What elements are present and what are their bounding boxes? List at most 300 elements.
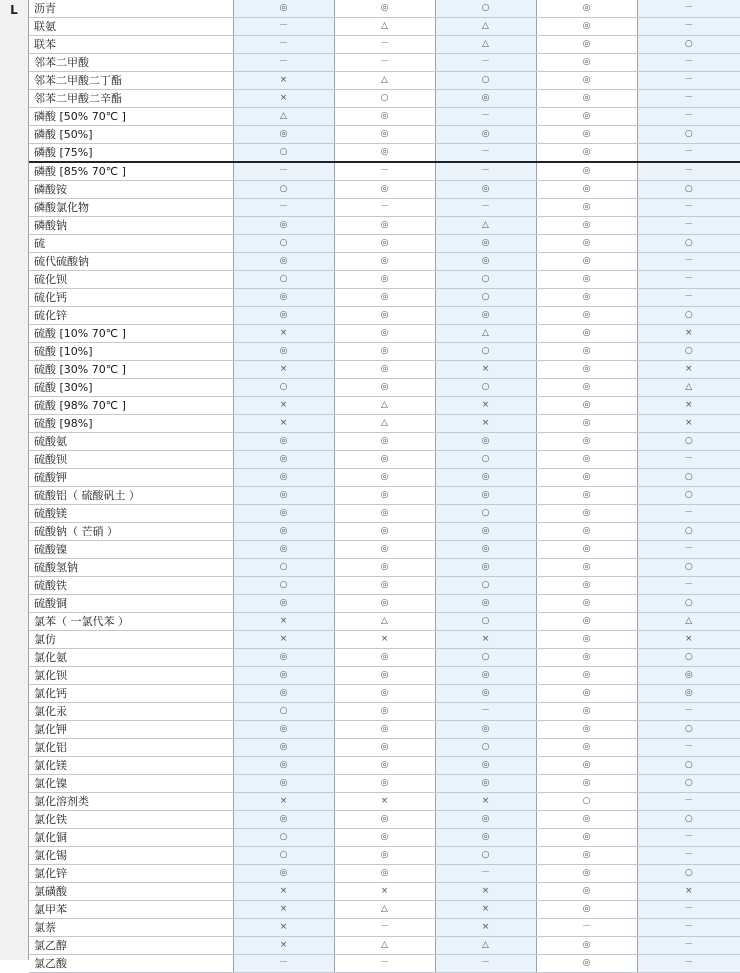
rating-cell: ◎ — [536, 883, 637, 901]
rating-cell: ◎ — [536, 559, 637, 577]
rating-cell: － — [233, 36, 334, 54]
rating-cell: ○ — [637, 235, 740, 253]
table-row — [29, 847, 740, 865]
chemical-name-cell: 氯化镁 — [29, 757, 233, 775]
rating-cell: ◎ — [334, 361, 435, 379]
table-row — [29, 883, 740, 901]
rating-cell: ◎ — [233, 0, 334, 18]
rating-cell: － — [637, 829, 740, 847]
rating-cell: ◎ — [536, 505, 637, 523]
chemical-name-cell: 氯化汞 — [29, 703, 233, 721]
rating-cell: － — [435, 865, 536, 883]
rating-cell: ○ — [637, 181, 740, 199]
section-letter: L — [10, 3, 18, 17]
rating-cell: × — [233, 901, 334, 919]
chemical-name-cell: 硫酸 [10% 70℃ ] — [29, 325, 233, 343]
chemical-name-cell: 氯化溶剂类 — [29, 793, 233, 811]
table-row — [29, 703, 740, 721]
rating-cell: ◎ — [233, 739, 334, 757]
rating-cell: ○ — [435, 739, 536, 757]
rating-cell: ○ — [637, 469, 740, 487]
rating-cell: － — [637, 18, 740, 36]
rating-cell: △ — [233, 108, 334, 126]
rating-cell: － — [637, 217, 740, 235]
rating-cell: － — [637, 108, 740, 126]
rating-cell: ◎ — [435, 541, 536, 559]
chemical-name-cell: 氯萘 — [29, 919, 233, 937]
chemical-name-cell: 氯化镍 — [29, 775, 233, 793]
rating-cell: － — [637, 541, 740, 559]
table-body — [29, 0, 740, 973]
rating-cell: － — [435, 162, 536, 181]
rating-cell: △ — [334, 613, 435, 631]
rating-cell: ◎ — [435, 775, 536, 793]
rating-cell: × — [637, 361, 740, 379]
rating-cell: ○ — [637, 721, 740, 739]
chemical-name-cell: 沥青 — [29, 0, 233, 18]
rating-cell: ◎ — [334, 108, 435, 126]
chemical-name-cell: 磷酸 [85% 70℃ ] — [29, 162, 233, 181]
table-row — [29, 721, 740, 739]
rating-cell: ◎ — [536, 649, 637, 667]
chemical-name-cell: 氯苯（ 一氯代苯 ） — [29, 613, 233, 631]
rating-cell: ◎ — [334, 144, 435, 163]
rating-cell: ◎ — [334, 865, 435, 883]
rating-cell: ◎ — [536, 847, 637, 865]
table-row — [29, 451, 740, 469]
rating-cell: ◎ — [536, 415, 637, 433]
chemical-name-cell: 氯乙醇 — [29, 937, 233, 955]
chemical-name-cell: 硫酸钡 — [29, 451, 233, 469]
rating-cell: ◎ — [435, 253, 536, 271]
rating-cell: ○ — [233, 235, 334, 253]
rating-cell: － — [334, 162, 435, 181]
table-row — [29, 793, 740, 811]
table-row — [29, 72, 740, 90]
rating-cell: ◎ — [536, 721, 637, 739]
rating-cell: ◎ — [536, 126, 637, 144]
rating-cell: ◎ — [536, 18, 637, 36]
chemical-name-cell: 硫 — [29, 235, 233, 253]
rating-cell: ◎ — [536, 775, 637, 793]
rating-cell: ○ — [637, 36, 740, 54]
table-row — [29, 235, 740, 253]
chemical-name-cell: 氯磺酸 — [29, 883, 233, 901]
rating-cell: ◎ — [435, 559, 536, 577]
rating-cell: ◎ — [435, 433, 536, 451]
rating-cell: ◎ — [233, 721, 334, 739]
rating-cell: × — [233, 793, 334, 811]
table-row — [29, 631, 740, 649]
table-row — [29, 775, 740, 793]
table-row — [29, 577, 740, 595]
rating-cell: ◎ — [233, 505, 334, 523]
rating-cell: ◎ — [334, 559, 435, 577]
table-row — [29, 217, 740, 235]
rating-cell: ◎ — [334, 811, 435, 829]
rating-cell: － — [637, 72, 740, 90]
rating-cell: ◎ — [334, 271, 435, 289]
rating-cell: ◎ — [334, 595, 435, 613]
rating-cell: ◎ — [536, 0, 637, 18]
rating-cell: － — [435, 54, 536, 72]
rating-cell: ◎ — [334, 343, 435, 361]
rating-cell: ◎ — [334, 235, 435, 253]
rating-cell: △ — [637, 613, 740, 631]
chemical-name-cell: 硫酸铁 — [29, 577, 233, 595]
table-row — [29, 307, 740, 325]
rating-cell: △ — [435, 36, 536, 54]
chemical-name-cell: 硫酸钠（ 芒硝 ） — [29, 523, 233, 541]
chemical-name-cell: 磷酸 [50% 70℃ ] — [29, 108, 233, 126]
table-row — [29, 162, 740, 181]
rating-cell: ◎ — [536, 613, 637, 631]
chemical-name-cell: 硫酸镍 — [29, 541, 233, 559]
rating-cell: △ — [334, 901, 435, 919]
table-row — [29, 199, 740, 217]
chemical-name-cell: 氯化钾 — [29, 721, 233, 739]
rating-cell: ◎ — [233, 649, 334, 667]
rating-cell: ◎ — [233, 811, 334, 829]
rating-cell: ◎ — [233, 289, 334, 307]
rating-cell: ◎ — [435, 307, 536, 325]
table-row — [29, 18, 740, 36]
rating-cell: － — [334, 36, 435, 54]
rating-cell: ○ — [637, 811, 740, 829]
rating-cell: ○ — [233, 703, 334, 721]
table-row — [29, 865, 740, 883]
rating-cell: ◎ — [233, 775, 334, 793]
rating-cell: ○ — [435, 577, 536, 595]
rating-cell: ◎ — [435, 469, 536, 487]
rating-cell: ○ — [435, 451, 536, 469]
rating-cell: ◎ — [233, 667, 334, 685]
rating-cell: ◎ — [334, 289, 435, 307]
rating-cell: ◎ — [536, 54, 637, 72]
chemical-name-cell: 硫化钙 — [29, 289, 233, 307]
table-row — [29, 126, 740, 144]
rating-cell: ◎ — [536, 379, 637, 397]
chemical-name-cell: 氯化铜 — [29, 829, 233, 847]
rating-cell: － — [233, 54, 334, 72]
rating-cell: ◎ — [334, 126, 435, 144]
chemical-name-cell: 磷酸 [75%] — [29, 144, 233, 163]
table-row — [29, 919, 740, 937]
rating-cell: － — [637, 901, 740, 919]
table-row — [29, 505, 740, 523]
table-row — [29, 649, 740, 667]
table-row — [29, 469, 740, 487]
rating-cell: × — [233, 72, 334, 90]
chemical-name-cell: 磷酸氯化物 — [29, 199, 233, 217]
rating-cell: ◎ — [233, 685, 334, 703]
rating-cell: ◎ — [233, 595, 334, 613]
rating-cell: ○ — [435, 649, 536, 667]
table-row — [29, 397, 740, 415]
rating-cell: － — [435, 703, 536, 721]
rating-cell: － — [637, 162, 740, 181]
rating-cell: ○ — [435, 289, 536, 307]
rating-cell: ◎ — [334, 541, 435, 559]
rating-cell: ◎ — [536, 865, 637, 883]
table-row — [29, 343, 740, 361]
rating-cell: ◎ — [233, 487, 334, 505]
rating-cell: ◎ — [536, 199, 637, 217]
rating-cell: △ — [637, 379, 740, 397]
rating-cell: － — [637, 793, 740, 811]
rating-cell: ◎ — [334, 253, 435, 271]
rating-cell: ○ — [637, 433, 740, 451]
chemical-name-cell: 硫酸氢钠 — [29, 559, 233, 577]
rating-cell: ◎ — [233, 469, 334, 487]
chemical-name-cell: 邻苯二甲酸二辛酯 — [29, 90, 233, 108]
rating-cell: ◎ — [435, 487, 536, 505]
rating-cell: ○ — [435, 343, 536, 361]
rating-cell: △ — [334, 18, 435, 36]
rating-cell: △ — [435, 937, 536, 955]
rating-cell: ◎ — [334, 379, 435, 397]
rating-cell: × — [334, 793, 435, 811]
rating-cell: × — [233, 325, 334, 343]
rating-cell: ○ — [435, 613, 536, 631]
rating-cell: ○ — [637, 757, 740, 775]
index-letter-column — [0, 0, 29, 960]
chemical-name-cell: 氯仿 — [29, 631, 233, 649]
chemical-name-cell: 硫酸 [98% 70℃ ] — [29, 397, 233, 415]
rating-cell: ○ — [334, 90, 435, 108]
rating-cell: ◎ — [435, 126, 536, 144]
table-row — [29, 811, 740, 829]
chemical-name-cell: 硫酸 [30% 70℃ ] — [29, 361, 233, 379]
table-row — [29, 90, 740, 108]
rating-cell: － — [435, 144, 536, 163]
chemical-name-cell: 联氨 — [29, 18, 233, 36]
rating-cell: ◎ — [536, 36, 637, 54]
rating-cell: ◎ — [536, 162, 637, 181]
rating-cell: － — [637, 199, 740, 217]
chemical-name-cell: 硫酸铜 — [29, 595, 233, 613]
rating-cell: ○ — [435, 271, 536, 289]
table-row — [29, 757, 740, 775]
rating-cell: ○ — [536, 793, 637, 811]
rating-cell: ◎ — [233, 757, 334, 775]
rating-cell: ◎ — [536, 739, 637, 757]
rating-cell: ◎ — [334, 721, 435, 739]
rating-cell: ○ — [435, 0, 536, 18]
rating-cell: ◎ — [334, 847, 435, 865]
chemical-name-cell: 磷酸钠 — [29, 217, 233, 235]
rating-cell: ◎ — [536, 397, 637, 415]
chemical-name-cell: 硫酸 [30%] — [29, 379, 233, 397]
rating-cell: △ — [435, 325, 536, 343]
chemical-name-cell: 氯甲苯 — [29, 901, 233, 919]
rating-cell: ◎ — [435, 667, 536, 685]
table-row — [29, 559, 740, 577]
rating-cell: ◎ — [435, 721, 536, 739]
rating-cell: ◎ — [334, 451, 435, 469]
rating-cell: － — [334, 955, 435, 973]
table-row — [29, 36, 740, 54]
rating-cell: － — [233, 18, 334, 36]
rating-cell: ◎ — [435, 757, 536, 775]
table-row — [29, 523, 740, 541]
chemical-name-cell: 硫化锌 — [29, 307, 233, 325]
rating-cell: × — [334, 631, 435, 649]
rating-cell: ◎ — [536, 144, 637, 163]
rating-cell: × — [435, 901, 536, 919]
rating-cell: ◎ — [334, 703, 435, 721]
rating-cell: × — [233, 90, 334, 108]
rating-cell: － — [233, 199, 334, 217]
rating-cell: － — [637, 703, 740, 721]
rating-cell: ○ — [233, 379, 334, 397]
rating-cell: ◎ — [334, 0, 435, 18]
rating-cell: ◎ — [536, 901, 637, 919]
table-row — [29, 829, 740, 847]
rating-cell: － — [637, 451, 740, 469]
rating-cell: ◎ — [536, 811, 637, 829]
rating-cell: ◎ — [536, 343, 637, 361]
rating-cell: ◎ — [435, 181, 536, 199]
rating-cell: △ — [435, 217, 536, 235]
chemical-name-cell: 硫酸 [10%] — [29, 343, 233, 361]
rating-cell: ◎ — [233, 865, 334, 883]
rating-cell: ◎ — [536, 217, 637, 235]
rating-cell: － — [435, 199, 536, 217]
rating-cell: ◎ — [536, 289, 637, 307]
rating-cell: ◎ — [233, 541, 334, 559]
table-row — [29, 54, 740, 72]
rating-cell: ◎ — [334, 685, 435, 703]
rating-cell: ◎ — [334, 325, 435, 343]
table-row — [29, 685, 740, 703]
rating-cell: － — [233, 162, 334, 181]
rating-cell: ◎ — [435, 829, 536, 847]
rating-cell: ◎ — [536, 631, 637, 649]
rating-cell: － — [233, 955, 334, 973]
table-row — [29, 541, 740, 559]
table-row — [29, 433, 740, 451]
rating-cell: ◎ — [536, 955, 637, 973]
rating-cell: ◎ — [536, 271, 637, 289]
rating-cell: ◎ — [536, 577, 637, 595]
rating-cell: ○ — [637, 559, 740, 577]
table-row — [29, 253, 740, 271]
rating-cell: － — [637, 253, 740, 271]
rating-cell: ○ — [435, 72, 536, 90]
rating-cell: ○ — [637, 487, 740, 505]
table-row — [29, 739, 740, 757]
rating-cell: × — [233, 613, 334, 631]
chemical-name-cell: 氯化铝 — [29, 739, 233, 757]
chemical-name-cell: 氯化锌 — [29, 865, 233, 883]
rating-cell: ◎ — [536, 253, 637, 271]
rating-cell: － — [637, 54, 740, 72]
rating-cell: ◎ — [536, 181, 637, 199]
rating-cell: ◎ — [536, 829, 637, 847]
rating-cell: ○ — [637, 595, 740, 613]
rating-cell: ◎ — [233, 126, 334, 144]
rating-cell: ◎ — [536, 757, 637, 775]
table-row — [29, 415, 740, 433]
rating-cell: ◎ — [435, 811, 536, 829]
rating-cell: ◎ — [536, 307, 637, 325]
chemical-name-cell: 氯化钡 — [29, 667, 233, 685]
rating-cell: × — [435, 631, 536, 649]
rating-cell: ◎ — [334, 667, 435, 685]
rating-cell: ◎ — [334, 757, 435, 775]
rating-cell: ○ — [637, 307, 740, 325]
rating-cell: × — [435, 415, 536, 433]
rating-cell: ○ — [637, 775, 740, 793]
rating-cell: ◎ — [536, 433, 637, 451]
rating-cell: － — [334, 199, 435, 217]
rating-cell: ◎ — [536, 325, 637, 343]
rating-cell: ◎ — [536, 487, 637, 505]
rating-cell: ◎ — [536, 667, 637, 685]
rating-cell: × — [435, 919, 536, 937]
table-row — [29, 271, 740, 289]
rating-cell: ◎ — [435, 235, 536, 253]
rating-cell: － — [637, 577, 740, 595]
rating-cell: ◎ — [334, 307, 435, 325]
rating-cell: ◎ — [435, 523, 536, 541]
table-row — [29, 325, 740, 343]
rating-cell: ◎ — [536, 90, 637, 108]
table-row — [29, 613, 740, 631]
chemical-name-cell: 磷酸铵 — [29, 181, 233, 199]
rating-cell: ◎ — [637, 667, 740, 685]
rating-cell: ◎ — [536, 685, 637, 703]
rating-cell: ○ — [435, 379, 536, 397]
table-row — [29, 487, 740, 505]
rating-cell: ◎ — [334, 649, 435, 667]
chemical-name-cell: 磷酸 [50%] — [29, 126, 233, 144]
rating-cell: △ — [435, 18, 536, 36]
rating-cell: × — [233, 919, 334, 937]
rating-cell: × — [637, 325, 740, 343]
rating-cell: － — [637, 144, 740, 163]
chemical-name-cell: 氯化氨 — [29, 649, 233, 667]
table-row — [29, 937, 740, 955]
chemical-name-cell: 氯乙酸 — [29, 955, 233, 973]
rating-cell: － — [435, 955, 536, 973]
rating-cell: ○ — [637, 649, 740, 667]
rating-cell: ◎ — [334, 217, 435, 235]
rating-cell: ○ — [637, 523, 740, 541]
rating-cell: × — [233, 631, 334, 649]
table-row — [29, 379, 740, 397]
rating-cell: × — [435, 361, 536, 379]
table-row — [29, 361, 740, 379]
rating-cell: ◎ — [334, 829, 435, 847]
rating-cell: ◎ — [435, 685, 536, 703]
rating-cell: ◎ — [435, 90, 536, 108]
rating-cell: ○ — [233, 181, 334, 199]
rating-cell: × — [233, 937, 334, 955]
table-row — [29, 108, 740, 126]
rating-cell: ◎ — [637, 685, 740, 703]
rating-cell: ○ — [233, 847, 334, 865]
rating-cell: × — [233, 415, 334, 433]
table-row — [29, 595, 740, 613]
rating-cell: ◎ — [334, 577, 435, 595]
rating-cell: ◎ — [233, 433, 334, 451]
table-row — [29, 289, 740, 307]
table-row — [29, 955, 740, 973]
rating-cell: ◎ — [233, 523, 334, 541]
rating-cell: × — [233, 361, 334, 379]
